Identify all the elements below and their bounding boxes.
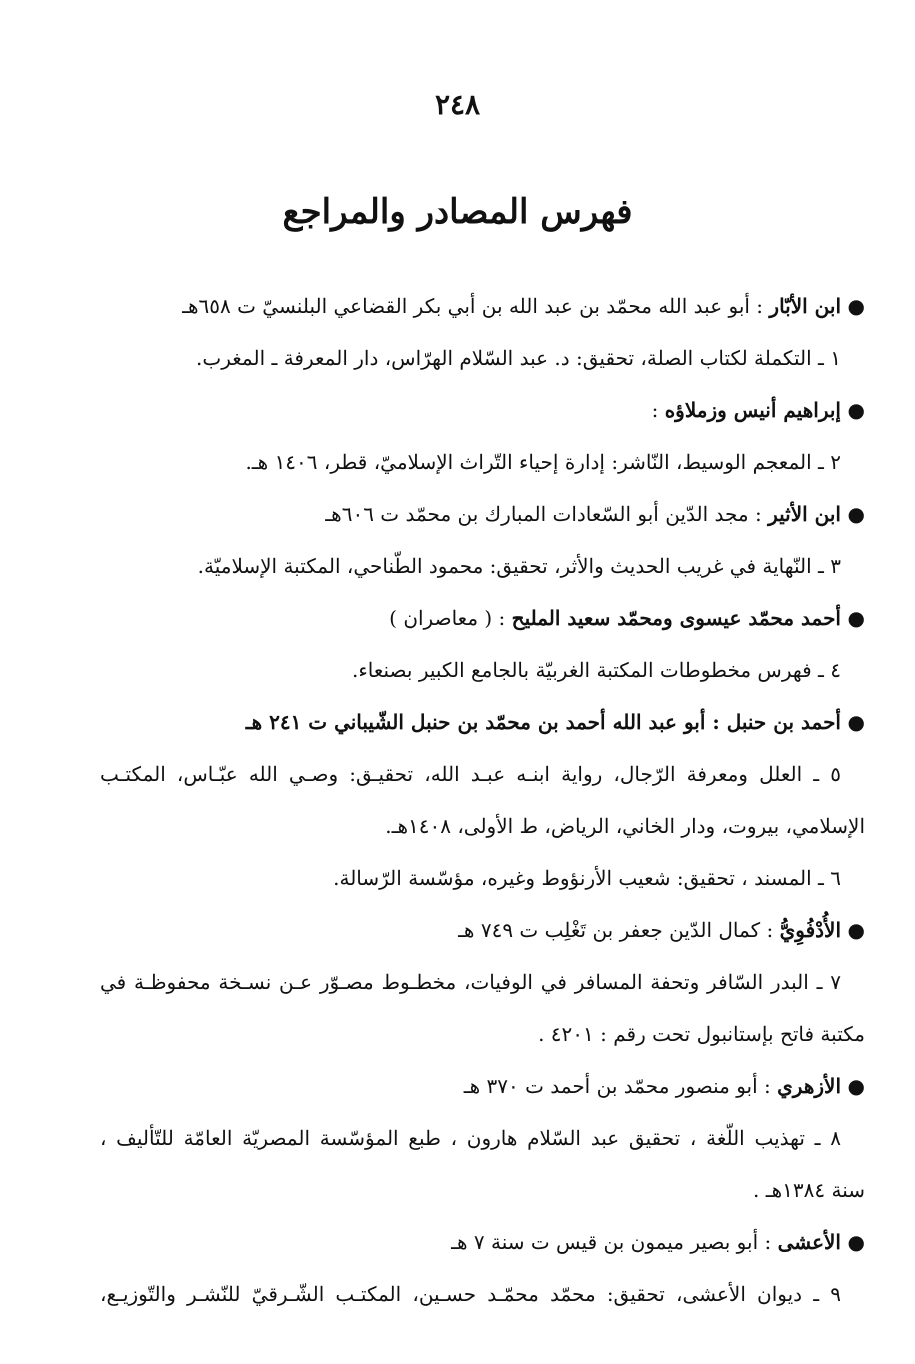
reference-item: ٩ ـ ديوان الأعشى، تحقيق: محمّد محمّـد حسـين، المكتـب الشّـرقيّ للنّشـر والتّوزيـع،	[100, 1282, 841, 1306]
reference-item: ١ ـ التكملة لكتاب الصلة، تحقيق: د. عبد السّلام الهرّاس، دار المعرفة ـ المغرب.	[196, 346, 841, 370]
bullet-icon: ●	[847, 918, 865, 942]
author-name: الأزهري	[777, 1074, 841, 1098]
author-name: الأُدْفُوِيُّ	[779, 918, 841, 942]
bullet-icon: ●	[847, 710, 865, 734]
reference-continuation: سنة ١٣٨٤هـ .	[753, 1178, 865, 1202]
reference-item: ٦ ـ المسند ، تحقيق: شعيب الأرنؤوط وغيره، مؤسّسة الرّسالة.	[333, 866, 841, 890]
author-name: ابن الأبّار	[769, 294, 841, 318]
reference-continuation: مكتبة فاتح بإستانبول تحت رقم : ٤٢٠١ .	[538, 1022, 865, 1046]
author-detail: : كمال الدّين جعفر بن تَغْلِب ت ٧٤٩ هـ	[458, 918, 780, 942]
page-number: ٢٤٨	[434, 88, 481, 121]
author-detail: : مجد الدّين أبو السّعادات المبارك بن محمّد ت ٦٠٦هـ	[325, 502, 769, 526]
author-entry	[100, 904, 865, 956]
reference-item: ٧ ـ البدر السّافر وتحفة المسافر في الوفيات، مخطـوط مصـوّر عـن نسـخة محفوظـة في	[100, 970, 841, 994]
bullet-icon: ●	[847, 294, 865, 318]
author-entry	[100, 1060, 865, 1112]
author-entry	[100, 280, 865, 332]
author-entry	[100, 384, 865, 436]
author-entry	[100, 488, 865, 540]
author-entry	[100, 1216, 865, 1268]
author-detail: : أبو منصور محمّد بن أحمد ت ٣٧٠ هـ	[463, 1074, 778, 1098]
reference-item: ٥ ـ العلل ومعرفة الرّجال، رواية ابنـه عبـد الله، تحقيـق: وصـي الله عبّـاس، المكتـب	[100, 762, 841, 786]
bullet-icon: ●	[847, 1074, 865, 1098]
references-list	[100, 280, 865, 1320]
reference-item: ٢ ـ المعجم الوسيط، النّاشر: إدارة إحياء التّراث الإسلاميّ، قطر، ١٤٠٦ هـ.	[245, 450, 841, 474]
reference-item: ٣ ـ النّهاية في غريب الحديث والأثر، تحقيق: محمود الطّناحي، المكتبة الإسلاميّة.	[197, 554, 841, 578]
author-detail: :	[651, 398, 665, 422]
author-entry	[100, 696, 865, 748]
bullet-icon: ●	[847, 606, 865, 630]
author-name: الأعشى	[777, 1230, 841, 1254]
reference-continuation: الإسلامي، بيروت، ودار الخاني، الرياض، ط الأولى، ١٤٠٨هـ.	[385, 814, 865, 838]
page-title: فهرس المصادر والمراجع	[282, 192, 633, 232]
author-detail: : ( معاصران )	[389, 606, 512, 630]
bullet-icon: ●	[847, 1230, 865, 1254]
bullet-icon: ●	[847, 502, 865, 526]
author-entry	[100, 592, 865, 644]
author-name: إبراهيم أنيس وزملاؤه	[664, 398, 841, 422]
author-detail: : أبو بصير ميمون بن قيس ت سنة ٧ هـ	[451, 1230, 778, 1254]
author-name: أحمد بن حنبل : أبو عبد الله أحمد بن محمّد بن حنبل الشّيباني ت ٢٤١ هـ	[245, 710, 841, 734]
bullet-icon: ●	[847, 398, 865, 422]
reference-item: ٨ ـ تهذيب اللّغة ، تحقيق عبد السّلام هارون ، طبع المؤسّسة المصريّة العامّة للتّأليف ،	[100, 1126, 841, 1150]
reference-item: ٤ ـ فهرس مخطوطات المكتبة الغربيّة بالجامع الكبير بصنعاء.	[352, 658, 841, 682]
author-name: ابن الأثير	[768, 502, 841, 526]
author-name: أحمد محمّد عيسوى ومحمّد سعيد المليح	[511, 606, 841, 630]
author-detail: : أبو عبد الله محمّد بن عبد الله بن أبي بكر القضاعي البلنسيّ ت ٦٥٨هـ	[182, 294, 770, 318]
